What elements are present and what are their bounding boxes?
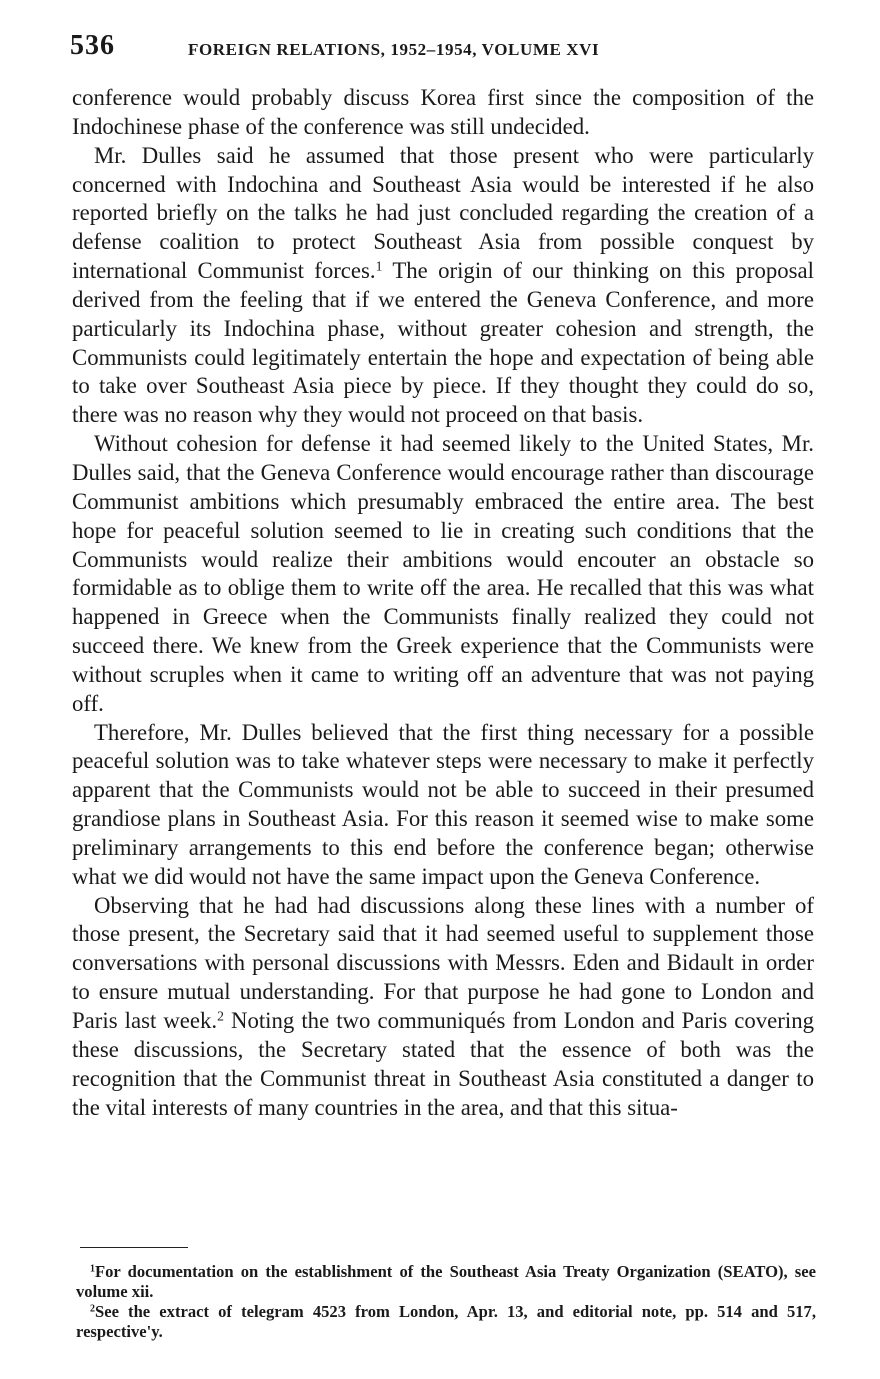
paragraph-2-text-a: Mr. Dulles said he assumed that those present who were particularly concerned with Indochina and Southeast Asia would be interested if he also reported briefly on the talks he had just concluded regarding the creation of a defense coalition to protect Southeast Asia from possible conquest by international Communist forces. — [72, 142, 814, 284]
footnote-2 — [76, 1302, 816, 1342]
footnote-rule — [80, 1247, 188, 1248]
paragraph-4: Therefore, Mr. Dulles believed that the first thing necessary for a possible peaceful solution was to take whatever steps were necessary to make it perfectly apparent that the Communists would not be able to succeed in their presumed grandiose plans in Southeast Asia. For this reason it seemed wise to make some preliminary arrangements to this end before the conference began; otherwise what we did would not have the same impact upon the Geneva Conference. — [72, 719, 814, 889]
footnotes — [76, 1262, 816, 1342]
paragraph-2 — [72, 142, 814, 430]
footnote-ref-1: 1 — [375, 258, 383, 274]
footnote-marker: 1 — [90, 1263, 95, 1275]
body-text — [72, 84, 814, 1122]
footnote-marker: 2 — [90, 1303, 95, 1315]
paragraph-2-text-b: The origin of our thinking on this proposal derived from the feeling that if we entered the Geneva Conference, and more particularly its Indochina phase, without greater cohesion and strength, the Communists could legitimately entertain the hope and expectation of being able to take over Southeast Asia piece by piece. If they thought they could do so, there was no reason why they would not proceed on that basis. — [72, 258, 814, 428]
footnote-text: For documentation on the establishment of the Southeast Asia Treaty Organization (SEATO), see volume xii. — [76, 1262, 816, 1301]
page-number: 536 — [70, 30, 115, 61]
footnote-ref-2: 2 — [217, 1008, 224, 1024]
paragraph-5-text-b: Noting the two communiqués from London and Paris covering these discussions, the Secretary stated that the essence of both was the recognition that the Communist threat in Southeast Asia constituted a danger to the vital interests of many countries in the area, and that this situa- — [72, 1008, 815, 1120]
footnote-1 — [76, 1262, 816, 1302]
paragraph-5 — [72, 892, 814, 1123]
page-header — [70, 30, 810, 70]
paragraph-3: Without cohesion for defense it had seemed likely to the United States, Mr. Dulles said, that the Geneva Conference would encourage rather than discourage Communist ambitions which presumably embraced the entire area. The best hope for peaceful solution seemed to lie in creating such conditions that the Communists would realize their ambitions would encouter an obstacle so formidable as to oblige them to write off the area. He recalled that this was what happened in Greece when the Communists finally realized they could not succeed there. We knew from the Greek experience that the Communists were without scruples when it came to writing off an adventure that was not paying off. — [72, 431, 814, 716]
paragraph-5-text-a: Observing that he had had discussions along these lines with a number of those present, the Secretary said that it had seemed useful to supplement those conversations with personal discussions with Messrs. Eden and Bidault in order to ensure mutual understanding. For that purpose he had gone to London and Paris last week. — [72, 892, 814, 1033]
running-head: FOREIGN RELATIONS, 1952–1954, VOLUME XVI — [188, 40, 600, 59]
footnote-text: See the extract of telegram 4523 from London, Apr. 13, and editorial note, pp. 514 and 517, respective'y. — [76, 1302, 816, 1341]
paragraph-1: conference would probably discuss Korea first since the composition of the Indochinese phase of the conference was still undecided. — [72, 85, 814, 139]
